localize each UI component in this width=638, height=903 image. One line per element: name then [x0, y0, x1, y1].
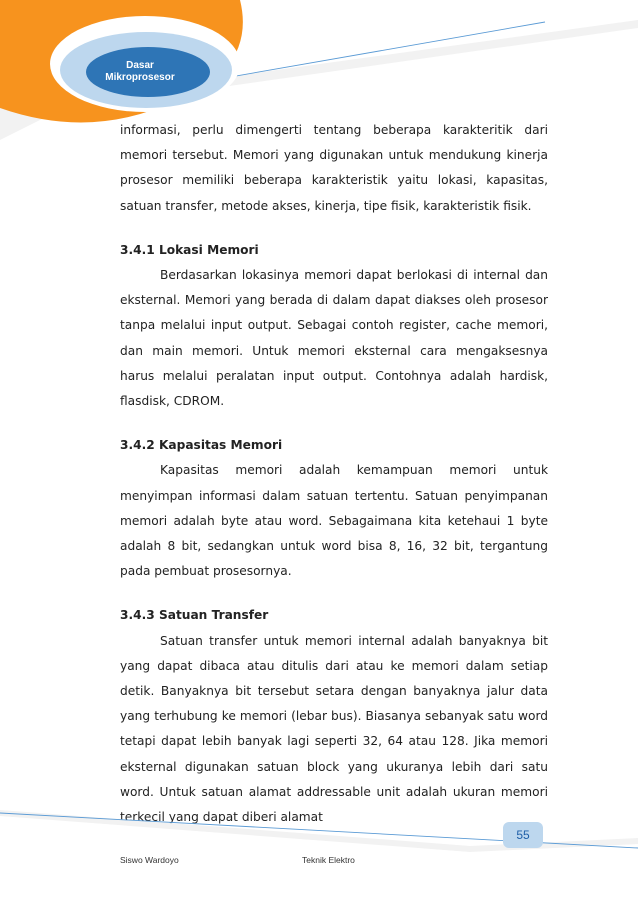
footer-author: Siswo Wardoyo: [120, 855, 179, 865]
badge-line1: Dasar: [126, 60, 154, 71]
page-content: [120, 118, 548, 830]
intro-paragraph: informasi, perlu dimengerti tentang beberapa karakteritik dari memori tersebut. Memori yang digunakan untuk mendukung kinerja prosesor memiliki beberapa karakteristik yaitu lokasi, kapasitas, satuan transfer, metode akses, kinerja, tipe fisik, karakteristik fisik.: [120, 123, 548, 213]
footer-department: Teknik Elektro: [302, 855, 355, 865]
section-body: Satuan transfer untuk memori internal adalah banyaknya bit yang dapat dibaca atau ditulis dari atau ke memori dalam setiap detik. Banyaknya bit tersebut setara dengan banyaknya jalur data yang terhubung ke memori (lebar bus). Biasanya sebanyak satu word tetapi dapat lebih banyak lagi seperti 32, 64 atau 128. Jika memori eksternal digunakan satuan block yang ukuranya lebih dari satu word. Untuk satuan alamat addressable unit adalah ukuran memori terkecil yang dapat diberi alamat: [120, 633, 548, 825]
section-heading: 3.4.3 Satuan Transfer: [120, 608, 269, 623]
section-body: Kapasitas memori adalah kemampuan memori untuk menyimpan informasi dalam satuan tertentu. Satuan penyimpanan memori adalah byte atau word. Sebagaimana kita ketehaui 1 byte adalah 8 bit, sedangkan untuk word bisa 8, 16, 32 bit, tergantung pada pembuat prosesornya.: [120, 463, 548, 579]
badge-line2: Mikroprosesor: [105, 72, 175, 83]
page-number: 55: [516, 828, 530, 842]
section-heading: 3.4.1 Lokasi Memori: [120, 242, 259, 257]
section-body: Berdasarkan lokasinya memori dapat berlokasi di internal dan eksternal. Memori yang berada di dalam dapat diakses oleh prosesor tanpa melalui input output. Sebagai contoh register, cache memori, dan main memori. Untuk memori eksternal cara mengaksesnya harus melalui peralatan input output. Contohnya adalah hardisk, flasdisk, CDROM.: [120, 268, 548, 409]
section-heading: 3.4.2 Kapasitas Memori: [120, 438, 283, 453]
header-badge: [92, 60, 188, 84]
